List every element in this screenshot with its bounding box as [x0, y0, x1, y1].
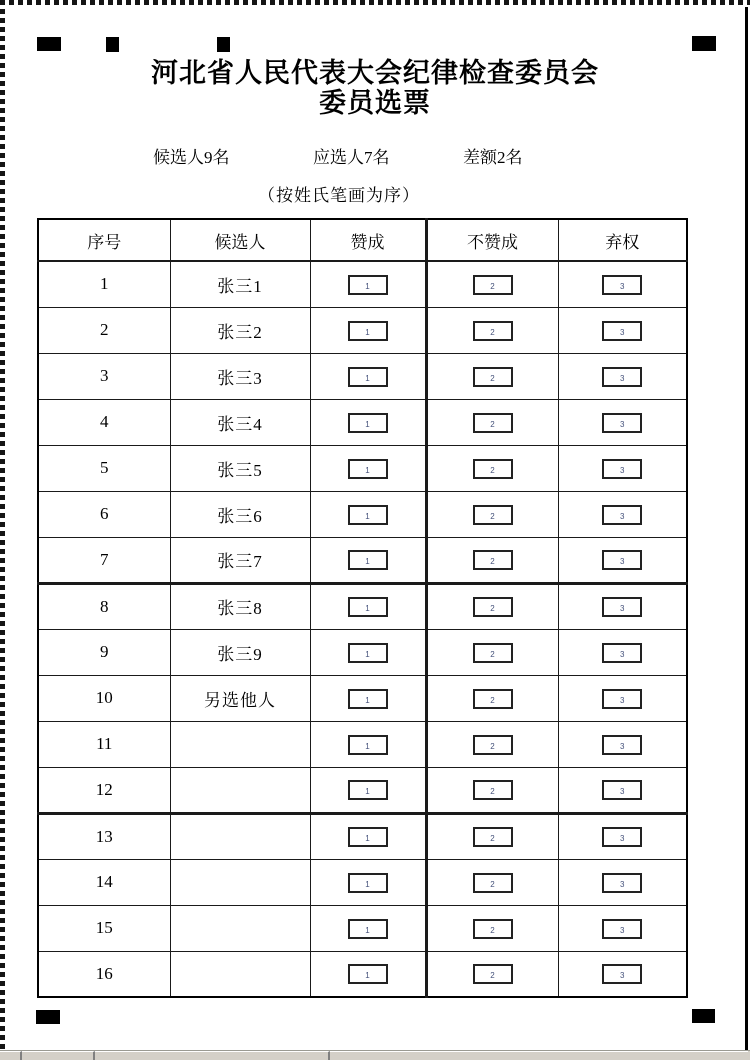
- disapprove-checkbox-digit: 2: [490, 604, 495, 614]
- disapprove-checkbox[interactable]: [473, 321, 513, 341]
- ballot-row: [38, 583, 687, 629]
- abstain-cell: [558, 307, 687, 353]
- approve-cell: [310, 951, 426, 997]
- approve-checkbox-digit: 1: [365, 373, 370, 383]
- approve-checkbox-digit: 1: [365, 695, 370, 705]
- header-disapprove: 不赞成: [426, 219, 558, 261]
- approve-checkbox-digit: 1: [365, 327, 370, 337]
- abstain-checkbox-digit: 3: [620, 327, 625, 337]
- approve-checkbox-digit: 1: [365, 879, 370, 889]
- abstain-cell: [558, 675, 687, 721]
- disapprove-checkbox-digit: 2: [490, 787, 495, 797]
- candidate-name-cell: 张三5: [170, 445, 310, 491]
- disapprove-checkbox-digit: 2: [490, 834, 495, 844]
- approve-cell: [310, 859, 426, 905]
- disapprove-checkbox[interactable]: [473, 413, 513, 433]
- row-number-cell: 2: [38, 307, 170, 353]
- status-bar-segment: [22, 1051, 95, 1060]
- approve-checkbox[interactable]: [348, 780, 388, 800]
- candidate-name-cell: 张三1: [170, 261, 310, 307]
- disapprove-checkbox[interactable]: [473, 780, 513, 800]
- ballot-row: [38, 951, 687, 997]
- abstain-checkbox[interactable]: [602, 735, 642, 755]
- candidates-count-label: 候选人9名: [153, 148, 230, 167]
- disapprove-checkbox-digit: 2: [490, 557, 495, 567]
- approve-cell: [310, 629, 426, 675]
- disapprove-checkbox[interactable]: [473, 505, 513, 525]
- approve-checkbox[interactable]: [348, 597, 388, 617]
- candidate-name-cell: 张三6: [170, 491, 310, 537]
- approve-checkbox[interactable]: [348, 735, 388, 755]
- disapprove-cell: [426, 445, 558, 491]
- abstain-checkbox-digit: 3: [620, 604, 625, 614]
- abstain-checkbox[interactable]: [602, 827, 642, 847]
- approve-cell: [310, 491, 426, 537]
- approve-checkbox-digit: 1: [365, 511, 370, 521]
- abstain-checkbox-digit: 3: [620, 741, 625, 751]
- ballot-row: [38, 261, 687, 307]
- disapprove-cell: [426, 675, 558, 721]
- ballot-info-line: [0, 143, 750, 165]
- approve-checkbox-digit: 1: [365, 971, 370, 981]
- status-bar-segment: [95, 1051, 330, 1060]
- candidate-name-cell: 张三8: [170, 583, 310, 629]
- abstain-checkbox[interactable]: [602, 459, 642, 479]
- row-number-cell: 6: [38, 491, 170, 537]
- ballot-row: [38, 767, 687, 813]
- abstain-checkbox[interactable]: [602, 275, 642, 295]
- abstain-checkbox[interactable]: [602, 367, 642, 387]
- abstain-checkbox-digit: 3: [620, 787, 625, 797]
- header-index: 序号: [38, 219, 170, 261]
- abstain-cell: [558, 905, 687, 951]
- registration-mark-top-mid-2: [217, 37, 230, 52]
- row-number-cell: 13: [38, 813, 170, 859]
- row-number-cell: 14: [38, 859, 170, 905]
- candidate-name-cell: [170, 905, 310, 951]
- title-line-1: 河北省人民代表大会纪律检查委员会: [151, 58, 599, 88]
- disapprove-checkbox[interactable]: [473, 643, 513, 663]
- approve-cell: [310, 307, 426, 353]
- status-bar: [0, 1050, 750, 1060]
- header-abstain: 弃权: [558, 219, 687, 261]
- ballot-row: [38, 905, 687, 951]
- row-number-cell: 10: [38, 675, 170, 721]
- disapprove-checkbox[interactable]: [473, 873, 513, 893]
- approve-checkbox-digit: 1: [365, 741, 370, 751]
- row-number-cell: 8: [38, 583, 170, 629]
- disapprove-cell: [426, 859, 558, 905]
- abstain-cell: [558, 951, 687, 997]
- abstain-cell: [558, 721, 687, 767]
- abstain-checkbox[interactable]: [602, 964, 642, 984]
- abstain-checkbox-digit: 3: [620, 557, 625, 567]
- approve-cell: [310, 583, 426, 629]
- table-header-row: [38, 219, 687, 261]
- disapprove-cell: [426, 767, 558, 813]
- disapprove-checkbox-digit: 2: [490, 741, 495, 751]
- disapprove-cell: [426, 491, 558, 537]
- abstain-checkbox[interactable]: [602, 689, 642, 709]
- registration-mark-top-left: [37, 37, 61, 51]
- row-number-cell: 11: [38, 721, 170, 767]
- candidate-name-cell: [170, 859, 310, 905]
- disapprove-checkbox[interactable]: [473, 275, 513, 295]
- abstain-checkbox-digit: 3: [620, 695, 625, 705]
- approve-checkbox[interactable]: [348, 689, 388, 709]
- ballot-row: [38, 675, 687, 721]
- disapprove-cell: [426, 951, 558, 997]
- abstain-checkbox[interactable]: [602, 321, 642, 341]
- approve-cell: [310, 675, 426, 721]
- disapprove-checkbox[interactable]: [473, 827, 513, 847]
- row-number-cell: 7: [38, 537, 170, 583]
- approve-checkbox-digit: 1: [365, 834, 370, 844]
- candidate-name-cell: 张三9: [170, 629, 310, 675]
- approve-checkbox-digit: 1: [365, 281, 370, 291]
- ballot-row: [38, 307, 687, 353]
- disapprove-checkbox-digit: 2: [490, 925, 495, 935]
- abstain-cell: [558, 353, 687, 399]
- registration-mark-bottom-right: [692, 1009, 715, 1023]
- approve-cell: [310, 353, 426, 399]
- disapprove-checkbox-digit: 2: [490, 695, 495, 705]
- disapprove-checkbox[interactable]: [473, 735, 513, 755]
- abstain-checkbox[interactable]: [602, 505, 642, 525]
- disapprove-checkbox-digit: 2: [490, 649, 495, 659]
- abstain-cell: [558, 583, 687, 629]
- abstain-checkbox[interactable]: [602, 643, 642, 663]
- approve-cell: [310, 537, 426, 583]
- abstain-cell: [558, 629, 687, 675]
- approve-checkbox-digit: 1: [365, 604, 370, 614]
- disapprove-checkbox-digit: 2: [490, 511, 495, 521]
- approve-checkbox[interactable]: [348, 550, 388, 570]
- row-number-cell: 12: [38, 767, 170, 813]
- disapprove-cell: [426, 583, 558, 629]
- abstain-checkbox[interactable]: [602, 550, 642, 570]
- disapprove-checkbox[interactable]: [473, 964, 513, 984]
- ballot-table: [37, 218, 688, 998]
- disapprove-cell: [426, 629, 558, 675]
- abstain-cell: [558, 767, 687, 813]
- approve-checkbox[interactable]: [348, 367, 388, 387]
- approve-checkbox-digit: 1: [365, 649, 370, 659]
- ballot-row: [38, 491, 687, 537]
- ballot-row: [38, 353, 687, 399]
- sorting-note: （按姓氏笔画为序）: [258, 186, 420, 205]
- approve-cell: [310, 721, 426, 767]
- row-number-cell: 5: [38, 445, 170, 491]
- approve-checkbox[interactable]: [348, 964, 388, 984]
- approve-checkbox[interactable]: [348, 827, 388, 847]
- status-bar-segment: [330, 1051, 748, 1060]
- disapprove-checkbox-digit: 2: [490, 971, 495, 981]
- disapprove-checkbox-digit: 2: [490, 373, 495, 383]
- disapprove-checkbox[interactable]: [473, 550, 513, 570]
- disapprove-checkbox-digit: 2: [490, 465, 495, 475]
- approve-checkbox[interactable]: [348, 321, 388, 341]
- disapprove-cell: [426, 307, 558, 353]
- disapprove-checkbox[interactable]: [473, 689, 513, 709]
- approve-cell: [310, 767, 426, 813]
- difference-count-label: 差额2名: [463, 148, 523, 167]
- approve-checkbox[interactable]: [348, 275, 388, 295]
- header-approve: 赞成: [310, 219, 426, 261]
- ballot-row: [38, 813, 687, 859]
- candidate-name-cell: [170, 721, 310, 767]
- disapprove-cell: [426, 399, 558, 445]
- approve-checkbox[interactable]: [348, 873, 388, 893]
- row-number-cell: 4: [38, 399, 170, 445]
- abstain-cell: [558, 491, 687, 537]
- approve-checkbox-digit: 1: [365, 465, 370, 475]
- candidate-name-cell: 张三3: [170, 353, 310, 399]
- approve-cell: [310, 905, 426, 951]
- abstain-checkbox-digit: 3: [620, 834, 625, 844]
- row-number-cell: 3: [38, 353, 170, 399]
- approve-cell: [310, 813, 426, 859]
- disapprove-checkbox[interactable]: [473, 597, 513, 617]
- disapprove-cell: [426, 261, 558, 307]
- abstain-cell: [558, 261, 687, 307]
- disapprove-checkbox-digit: 2: [490, 281, 495, 291]
- candidate-name-cell: 张三7: [170, 537, 310, 583]
- disapprove-cell: [426, 353, 558, 399]
- abstain-checkbox-digit: 3: [620, 281, 625, 291]
- header-candidate: 候选人: [170, 219, 310, 261]
- disapprove-checkbox-digit: 2: [490, 879, 495, 889]
- approve-checkbox-digit: 1: [365, 419, 370, 429]
- registration-mark-top-mid-1: [106, 37, 119, 52]
- abstain-checkbox-digit: 3: [620, 373, 625, 383]
- disapprove-checkbox[interactable]: [473, 367, 513, 387]
- abstain-cell: [558, 859, 687, 905]
- approve-checkbox-digit: 1: [365, 557, 370, 567]
- title-line-2: 委员选票: [319, 88, 431, 118]
- ballot-title: [0, 58, 750, 118]
- abstain-checkbox-digit: 3: [620, 649, 625, 659]
- approve-checkbox[interactable]: [348, 413, 388, 433]
- disapprove-checkbox[interactable]: [473, 459, 513, 479]
- row-number-cell: 1: [38, 261, 170, 307]
- candidate-name-cell: [170, 767, 310, 813]
- candidate-name-cell: [170, 813, 310, 859]
- abstain-checkbox[interactable]: [602, 413, 642, 433]
- candidate-name-cell: 另选他人: [170, 675, 310, 721]
- approve-checkbox[interactable]: [348, 643, 388, 663]
- registration-mark-top-right: [692, 36, 716, 51]
- disapprove-cell: [426, 537, 558, 583]
- ballot-row: [38, 629, 687, 675]
- abstain-cell: [558, 813, 687, 859]
- to-elect-count-label: 应选人7名: [313, 148, 390, 167]
- abstain-checkbox-digit: 3: [620, 511, 625, 521]
- disapprove-cell: [426, 905, 558, 951]
- abstain-checkbox-digit: 3: [620, 879, 625, 889]
- approve-checkbox[interactable]: [348, 459, 388, 479]
- disapprove-cell: [426, 721, 558, 767]
- abstain-cell: [558, 399, 687, 445]
- status-bar-segment: [0, 1051, 22, 1060]
- abstain-checkbox[interactable]: [602, 919, 642, 939]
- abstain-checkbox-digit: 3: [620, 971, 625, 981]
- ballot-row: [38, 537, 687, 583]
- approve-checkbox[interactable]: [348, 505, 388, 525]
- approve-cell: [310, 445, 426, 491]
- candidate-name-cell: [170, 951, 310, 997]
- disapprove-cell: [426, 813, 558, 859]
- abstain-cell: [558, 537, 687, 583]
- approve-cell: [310, 261, 426, 307]
- registration-mark-bottom-left: [36, 1010, 60, 1024]
- candidate-name-cell: 张三2: [170, 307, 310, 353]
- row-number-cell: 9: [38, 629, 170, 675]
- approve-checkbox-digit: 1: [365, 925, 370, 935]
- ballot-row: [38, 399, 687, 445]
- ballot-row: [38, 721, 687, 767]
- canvas-edge-top: [0, 0, 750, 5]
- candidate-name-cell: 张三4: [170, 399, 310, 445]
- abstain-checkbox-digit: 3: [620, 419, 625, 429]
- abstain-cell: [558, 445, 687, 491]
- abstain-checkbox-digit: 3: [620, 925, 625, 935]
- row-number-cell: 16: [38, 951, 170, 997]
- abstain-checkbox-digit: 3: [620, 465, 625, 475]
- disapprove-checkbox[interactable]: [473, 919, 513, 939]
- abstain-checkbox[interactable]: [602, 780, 642, 800]
- ballot-row: [38, 445, 687, 491]
- ballot-row: [38, 859, 687, 905]
- abstain-checkbox[interactable]: [602, 873, 642, 893]
- approve-checkbox[interactable]: [348, 919, 388, 939]
- abstain-checkbox[interactable]: [602, 597, 642, 617]
- approve-checkbox-digit: 1: [365, 787, 370, 797]
- approve-cell: [310, 399, 426, 445]
- disapprove-checkbox-digit: 2: [490, 327, 495, 337]
- disapprove-checkbox-digit: 2: [490, 419, 495, 429]
- row-number-cell: 15: [38, 905, 170, 951]
